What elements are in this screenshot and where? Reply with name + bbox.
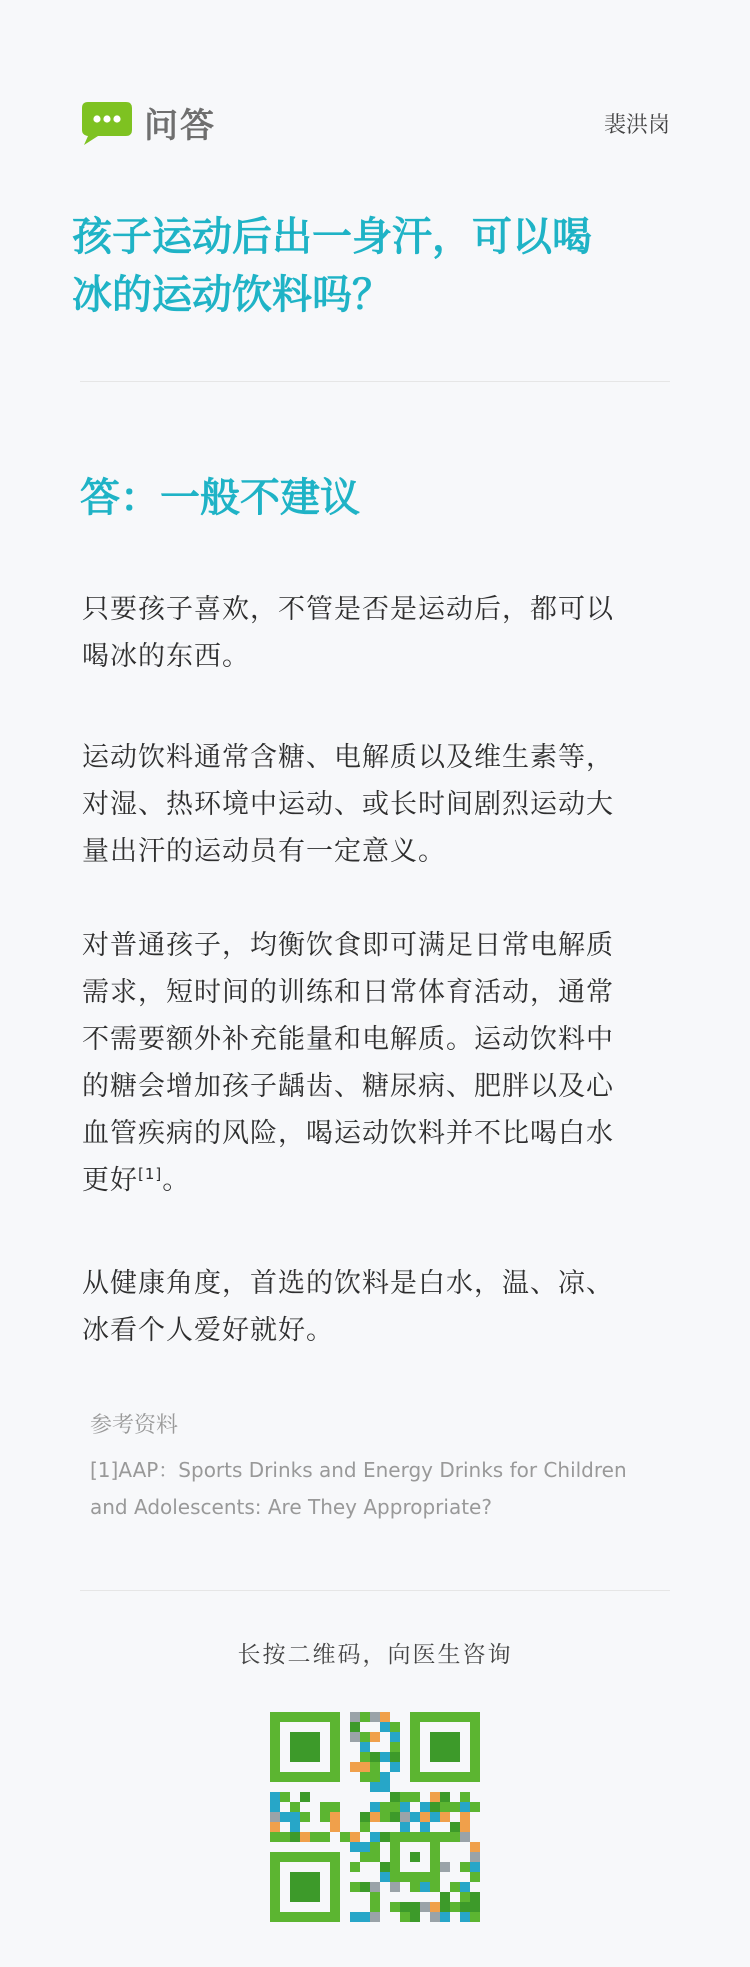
text-line: 喝冰的东西。 <box>82 641 250 672</box>
reference-item <box>90 1452 680 1526</box>
divider <box>80 1590 670 1591</box>
text-line: 更好 <box>82 1165 138 1196</box>
text-line: 从健康角度，首选的饮料是白水，温、凉、 <box>82 1268 614 1299</box>
chat-bubble-icon <box>80 100 134 146</box>
text-line: 量出汗的运动员有一定意义。 <box>82 836 446 867</box>
reference-line: and Adolescents: Are They Appropriate? <box>90 1495 492 1519</box>
paragraph-1 <box>82 586 672 680</box>
paragraph-4 <box>82 1260 672 1354</box>
qr-code[interactable] <box>270 1712 480 1922</box>
text-line: 对普通孩子，均衡饮食即可满足日常电解质 <box>82 930 614 961</box>
answer-title: 答：一般不建议 <box>80 475 360 521</box>
question-line: 孩子运动后出一身汗，可以喝 <box>72 214 592 260</box>
text-line: 对湿、热环境中运动、或长时间剧烈运动大 <box>82 789 614 820</box>
reference-marker[interactable]: [1] <box>138 1165 163 1183</box>
author-name: 裴洪岗 <box>603 113 670 138</box>
question-title <box>72 208 672 324</box>
paragraph-2 <box>82 734 672 875</box>
logo <box>80 98 216 147</box>
references-title: 参考资料 <box>90 1413 179 1438</box>
text-line: 的糖会增加孩子龋齿、糖尿病、肥胖以及心 <box>82 1071 614 1102</box>
text-line: 血管疾病的风险，喝运动饮料并不比喝白水 <box>82 1118 614 1149</box>
text-line: 运动饮料通常含糖、电解质以及维生素等， <box>82 742 614 773</box>
text-line: 冰看个人爱好就好。 <box>82 1315 334 1346</box>
text-line: 。 <box>162 1165 191 1196</box>
text-line: 只要孩子喜欢，不管是否是运动后，都可以 <box>82 594 614 625</box>
reference-line: [1]AAP：Sports Drinks and Energy Drinks for Children <box>90 1458 627 1482</box>
paragraph-3 <box>82 922 672 1204</box>
text-line: 需求，短时间的训练和日常体育活动，通常 <box>82 977 614 1008</box>
header <box>80 98 670 146</box>
divider <box>80 381 670 382</box>
text-line: 不需要额外补充能量和电解质。运动饮料中 <box>82 1024 614 1055</box>
question-line: 冰的运动饮料吗？ <box>72 272 392 318</box>
logo-text: 问答 <box>144 106 216 146</box>
consult-text: 长按二维码，向医生咨询 <box>237 1642 513 1668</box>
